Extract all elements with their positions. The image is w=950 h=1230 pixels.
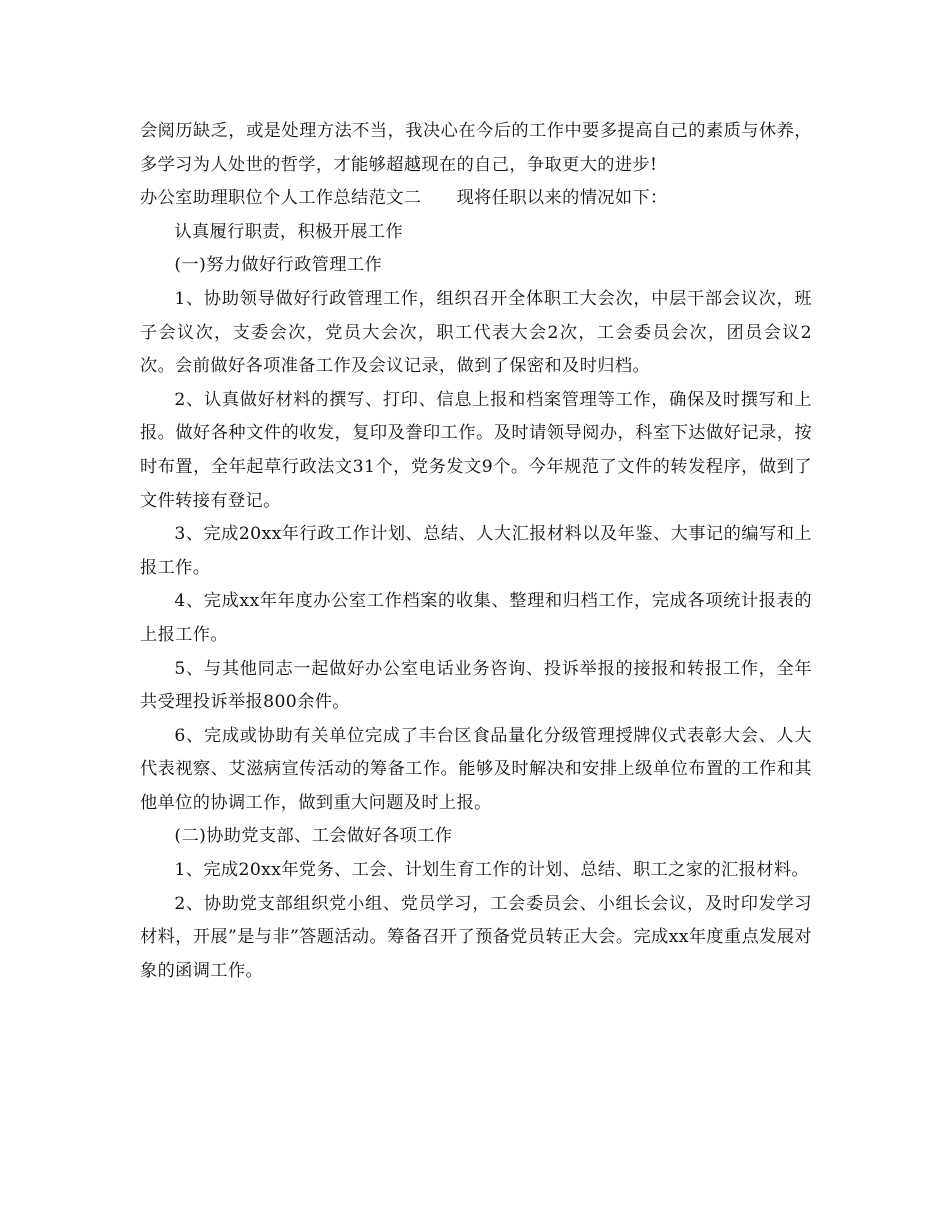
list-item: 4、完成xx年年度办公室工作档案的收集、整理和归档工作，完成各项统计报表的上报工作。 [140,591,812,645]
list-item: 5、与其他同志一起做好办公室电话业务咨询、投诉举报的接报和转报工作，全年共受理投诉举报800余件。 [140,658,812,713]
subsection-heading-1: (一)努力做好行政管理工作 [174,255,383,276]
list-item: 3、完成20xx年行政工作计划、总结、人大汇报材料以及年鉴、大事记的编写和上报工作。 [140,524,812,578]
list-item: 1、完成20xx年党务、工会、计划生育工作的计划、总结、职工之家的汇报材料。 [174,860,809,881]
list-item: 1、协助领导做好行政管理工作，组织召开全体职工大会次，中层干部会议次，班子会议次，支委会次，党员大会次，职工代表大会2次，工会委员会次，团员会议2次。会前做好各项准备工作及会议记录，做到了保密和及时归档。 [140,288,812,377]
paragraph-continuation: 会阅历缺乏，或是处理方法不当，我决心在今后的工作中要多提高自己的素质与休养，多学习为人处世的哲学，才能够超越现在的自己，争取更大的进步! [140,121,812,175]
list-item: 6、完成或协助有关单位完成了丰台区食品量化分级管理授牌仪式表彰大会、人大代表视察、艾滋病宣传活动的筹备工作。能够及时解决和安排上级单位布置的工作和其他单位的协调工作，做到重大问题及时上报。 [140,725,812,813]
section-heading: 认真履行职责，积极开展工作 [174,221,404,242]
subsection-heading-2: (二)协助党支部、工会做好各项工作 [174,826,453,847]
document-body [140,115,812,988]
document-subtitle: 办公室助理职位个人工作总结范文二 现将任职以来的情况如下： [140,188,668,209]
list-item: 2、认真做好材料的撰写、打印、信息上报和档案管理等工作，确保及时撰写和上报。做好各种文件的收发，复印及誊印工作。及时请领导阅办，科室下达做好记录，按时布置，全年起草行政法文31个，党务发文9个。今年规范了文件的转发程序，做到了文件转接有登记。 [140,389,812,511]
list-item: 2、协助党支部组织党小组、党员学习，工会委员会、小组长会议，及时印发学习材料，开展”是与非”答题活动。筹备召开了预备党员转正大会。完成xx年度重点发展对象的函调工作。 [140,893,812,981]
